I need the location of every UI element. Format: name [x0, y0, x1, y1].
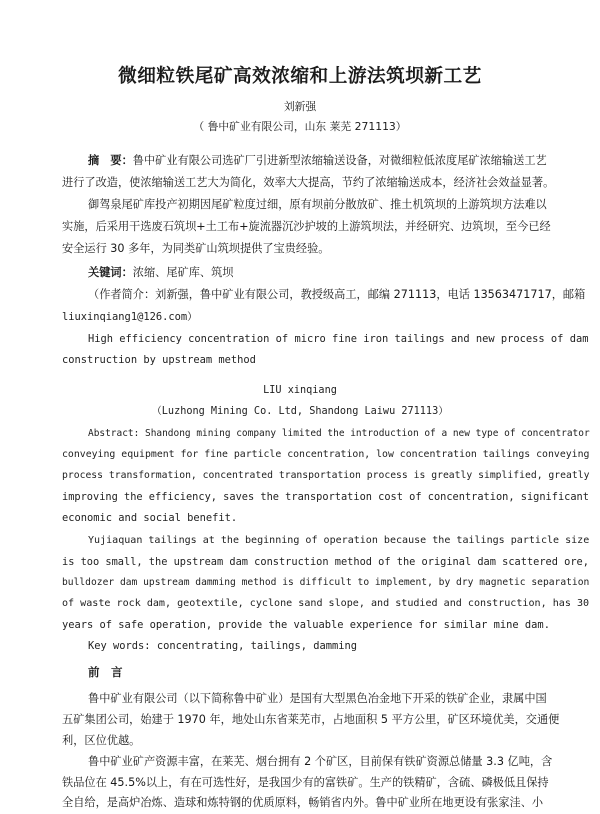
english-title-line: High efficiency concentration of micro fine iron tailings and new process of dam — [88, 333, 589, 345]
english-abstract-line: conveying equipment for fine particle concentration, low concentration tailings conveying — [62, 449, 590, 460]
preface-line: 全自给，是高炉冶炼、造球和炼特钢的优质原料，畅销省内外。鲁中矿业所在地更设有张家洼、小 — [62, 796, 544, 809]
author-name: 刘新强 — [283, 100, 317, 113]
abstract-line: 进行了改造，使浓缩输送工艺大为简化，效率大大提高，节约了浓缩输送成本，经济社会效益显著。 — [62, 176, 555, 189]
english-abstract-line: process transformation, concentrated transportation process is greatly simplified, greatly — [62, 470, 590, 481]
preface-line: 五矿集团公司，始建于 1970 年，地处山东省莱芜市，占地面积 5 平方公里，矿区环境优美，交通便 — [62, 713, 560, 726]
abstract-line: 摘 要：鲁中矿业有限公司选矿厂引进新型浓缩输送设备，对微细粒低浓度尾矿浓缩输送工艺 — [88, 154, 547, 167]
english-abstract-line: years of safe operation, provide the valuable experience for similar mine dam. — [62, 619, 550, 631]
keywords-text: 浓缩、尾矿库、筑坝 — [132, 266, 234, 279]
english-abstract-line: bulldozer dam upstream damming method is difficult to implement, by dry magnetic separation — [62, 577, 590, 588]
preface-line: 利，区位优越。 — [62, 734, 141, 747]
preface-heading: 前 言 — [88, 665, 123, 679]
english-affiliation: （Luzhong Mining Co. Ltd, Shandong Laiwu 271113） — [151, 406, 449, 417]
preface-line: 鲁中矿业有限公司（以下简称鲁中矿业）是国有大型黑色冶金地下开采的铁矿企业，隶属中国 — [88, 692, 547, 705]
keywords-label: 关键词： — [88, 266, 133, 279]
author-bio-email: liuxinqiang1@126.com） — [62, 311, 198, 323]
preface-line: 鲁中矿业矿产资源丰富，在莱芜、烟台拥有 2 个矿区，目前保有铁矿资源总储量 3.3 亿吨，含 — [88, 755, 553, 768]
english-abstract-line: of waste rock dam, geotextile, cyclone sand slope, and studied and construction, has 30 — [62, 598, 590, 609]
english-keywords: Key words: concentrating, tailings, damming — [88, 640, 357, 652]
author-bio-line: （作者简介：刘新强，鲁中矿业有限公司，教授级高工，邮编 271113，电话 13563471717，邮箱 — [88, 288, 586, 301]
english-abstract-line: improving the efficiency, saves the transportation cost of concentration, significant — [62, 491, 589, 503]
abstract-label: 摘 要： — [88, 154, 133, 167]
abstract-line: 安全运行 30 多年，为同类矿山筑坝提供了宝贵经验。 — [62, 242, 330, 255]
keywords — [88, 262, 233, 284]
preface-line: 铁品位在 45.5%以上，有在可选性好，是我国少有的富铁矿。生产的铁精矿，含硫、磷极低且保持 — [62, 776, 549, 789]
english-abstract-line: economic and social benefit. — [62, 512, 238, 524]
english-title-line: construction by upstream method — [62, 354, 256, 366]
english-abstract-line: Yujiaquan tailings at the beginning of operation because the tailings particle size — [88, 535, 590, 546]
english-author: LIU xinqiang — [263, 385, 337, 396]
abstract-line: 御驾泉尾矿库投产初期因尾矿粒度过细，原有坝前分散放矿、推土机筑坝的上游筑坝方法难以 — [88, 198, 547, 211]
abstract-line: 实施，后采用干选废石筑坝+土工布+旋流器沉沙护坡的上游筑坝法，并经研究、边筑坝，至今已经 — [62, 220, 551, 233]
english-abstract-line: is too small, the upstream dam construction method of the original dam scattered ore, — [62, 556, 589, 568]
english-abstract-line: Abstract: Shandong mining company limited the introduction of a new type of concentrator — [88, 428, 590, 439]
paper-title: 微细粒铁尾矿高效浓缩和上游法筑坝新工艺 — [118, 66, 482, 87]
author-affiliation: （ 鲁中矿业有限公司，山东 莱芜 271113） — [193, 120, 407, 133]
